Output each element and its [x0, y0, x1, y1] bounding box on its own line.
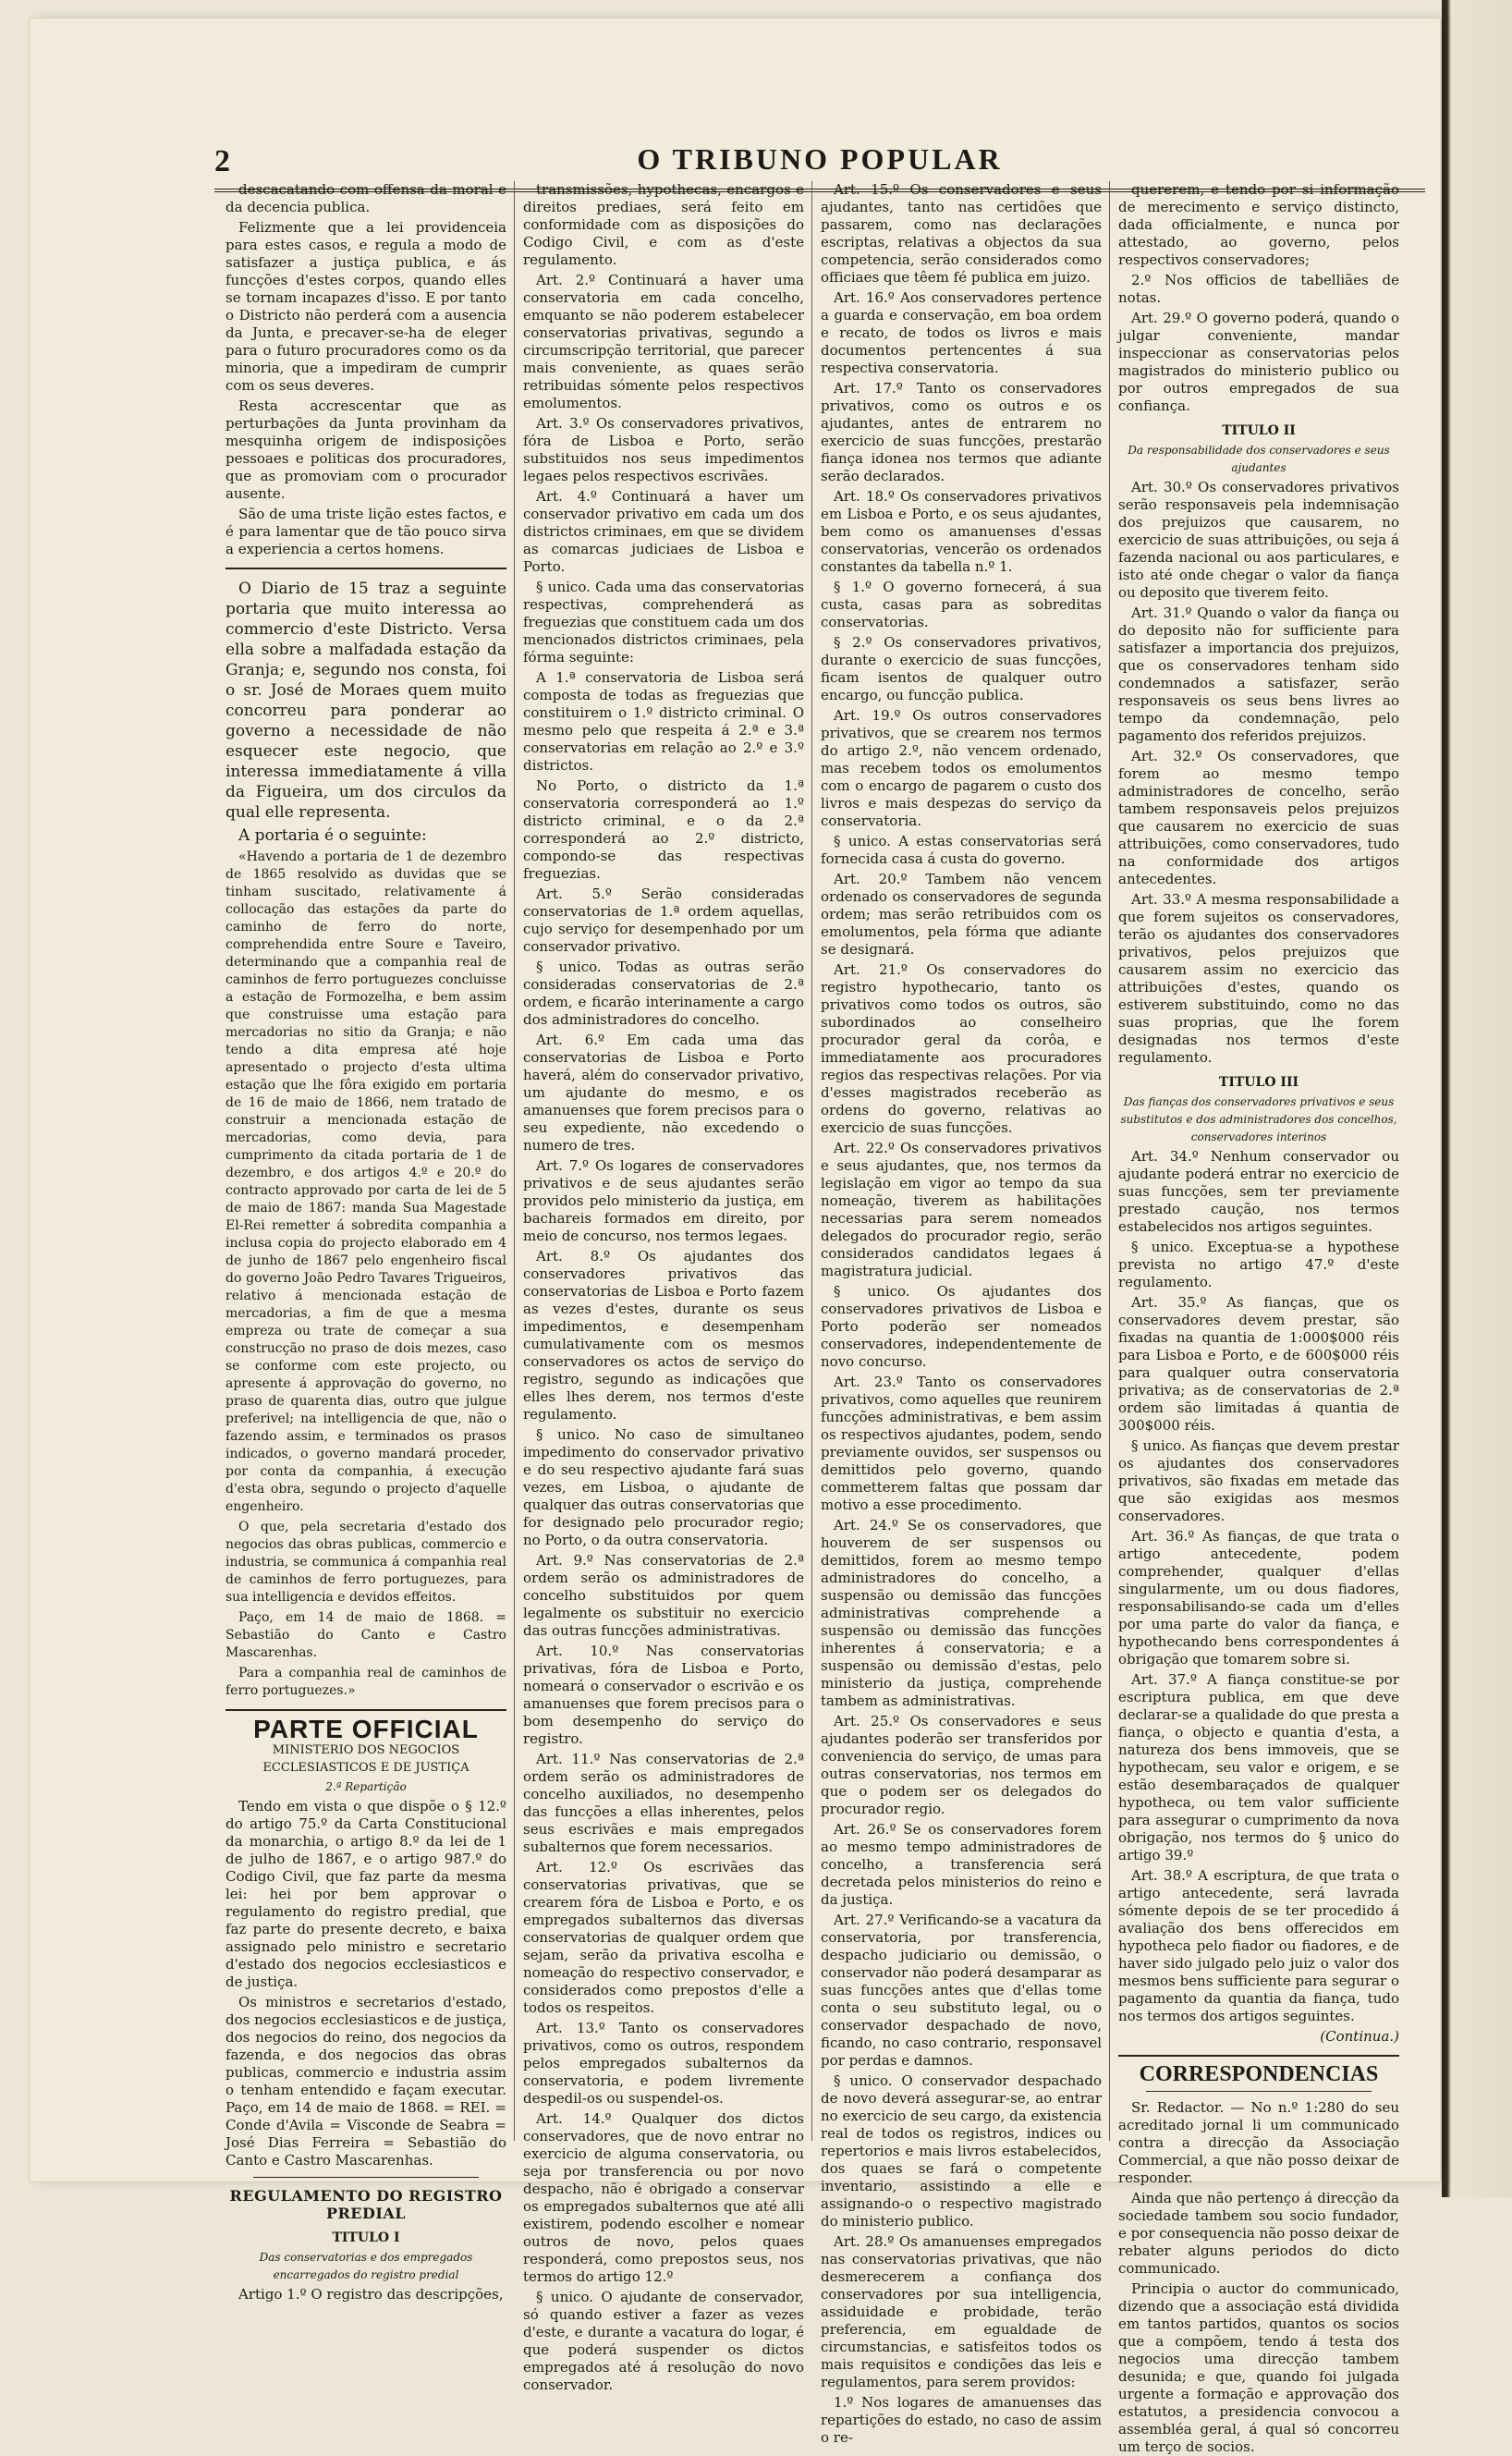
columns — [226, 181, 1399, 2455]
paragraph: § unico. No caso de simultaneo impedimento do conservador privativo e do seu respectivo ajudante fará suas vezes, em Lisboa, o ajudante de qualquer das outras conservatorias que for designado pelo procurador regio; no Porto, o da outra conservatoria. — [523, 1426, 804, 1548]
paragraph: Art. 35.º As fianças, que os conservadores devem prestar, são fixadas na quantia de 1:000$000 réis para Lisboa e Porto, e de 600$000 réis para qualquer outra conservatoria privativa; as de conservatorias de 2.ª ordem são limitadas á quantia de 300$000 réis. — [1118, 1294, 1399, 1434]
paragraph: 1.º Nos logares de amanuenses das repartições do estado, no caso de assim o re- — [821, 2394, 1102, 2446]
paragraph: Paço, em 14 de maio de 1868. = Sebastião do Canto e Castro Mascarenhas. — [226, 1610, 506, 1660]
paragraph: § unico. Os ajudantes dos conservadores privativos de Lisboa e Porto poderão ser nomeados conservadores, independentemente de novo concurso. — [821, 1283, 1102, 1370]
paragraph: Resta accrescentar que as perturbações da Junta provinham da mesquinha origem de indisposições pessoaes e politicas dos procuradores, que as promoviam com o procurador ausente. — [226, 397, 506, 502]
paragraph: descacatando com offensa da moral e da decencia publica. — [226, 181, 506, 215]
column-3 — [821, 181, 1102, 2446]
paragraph: Art. 6.º Em cada uma das conservatorias de Lisboa e Porto haverá, além do conservador privativo, um ajudante do mesmo, e os amanuenses que forem precisos para o seu expediente, não excedendo o numero de tres. — [523, 1032, 804, 1154]
section-divider — [1118, 2055, 1399, 2057]
paragraph: Art. 37.º A fiança constitue-se por escriptura publica, em que deve declarar-se a qualidade do que presta a fiança, o objecto e quantia d'esta, a natureza dos bens immoveis, que se hypothecam, seu valor e origem, e se estão desembaraçados de qualquer hypotheca, ou tem valor sufficiente para assegurar o cumprimento da nova obrigação, nos termos do § unico do artigo 39.º — [1118, 1671, 1399, 1863]
paragraph: quererem, e tendo por si informação de merecimento e serviço distincto, dada officialmente, e nunca por attestado, ao governo, pelos respectivos conservadores; — [1118, 181, 1399, 268]
paragraph: § 2.º Os conservadores privativos, durante o exercicio de suas funcções, ficam isentos de qualquer outro encargo, ou funcção publica. — [821, 634, 1102, 703]
divider — [1146, 2091, 1372, 2092]
paragraph: No Porto, o districto da 1.ª conservatoria corresponderá ao 1.º districto criminal, e o da 2.ª corresponderá ao 2.º districto, compondo-se das respectivas freguezias. — [523, 777, 804, 882]
paragraph: «Havendo a portaria de 1 de dezembro de 1865 resolvido as duvidas que se tinham suscitado, relativamente á collocação das estações da parte do caminho de ferro do norte, comprehendida entre Soure e Taveiro, determinando que a companhia real de caminhos de ferro portuguezes concluisse a estação de Formozelha, e bem assim que construisse uma estação para mercadorias no sitio da Granja; e não tendo a dita empresa até hoje apresentado o projecto d'esta ultima estação que lhe fôra exigido em portaria de 16 de maio de 1866, nem tratado de construir a mencionada estação de mercadorias, como devia, para cumprimento da citada portaria de 1 de dezembro, e dos artigos 4.º e 20.º do contracto approvado por carta de lei de 5 de maio de 1867: manda Sua Magestade El-Rei remetter á sobredita companhia a inclusa copia do projecto elaborado em 4 de junho de 1867 pelo engenheiro fiscal do governo João Pedro Tavares Trigueiros, relativo á mencionada estação de mercadorias, a fim de que a mesma empreza ou trate de começar a sua construcção no praso de dois mezes, caso se conforme com este projecto, ou apresente á approvação do governo, no praso de quarenta dias, outro que julgue preferivel; na intelligencia de que, não o fazendo assim, e terminados os prasos indicados, o governo mandará proceder, por conta da companhia, á execução d'esta obra, segundo o projecto d'aquelle engenheiro. — [226, 849, 506, 1514]
paragraph: § unico. As fianças que devem prestar os ajudantes dos conservadores privativos, são fixadas em metade das que são exigidas aos mesmos conservadores. — [1118, 1437, 1399, 1524]
paragraph: Art. 38.º A escriptura, de que trata o artigo antecedente, será lavrada sómente depois de se ter procedido á avaliação dos bens offerecidos em hypotheca pelo fiador ou fiadores, e de haver sido julgado pelo juiz o valor dos mesmos bens sufficiente para segurar o pagamento da quantia da fiança, tudo nos termos dos artigos seguintes. — [1118, 1867, 1399, 2024]
regulation-heading: REGULAMENTO DO REGISTRO PREDIAL — [229, 2187, 503, 2222]
title-heading: TITULO I — [332, 2230, 400, 2245]
paragraph: A 1.ª conservatoria de Lisboa será composta de todas as freguezias que constituirem o 1.º districto criminal. O mesmo pelo que respeita á 2.ª e 3.ª conservatorias em relação ao 2.º e 3.º districtos. — [523, 669, 804, 774]
title-subheading: Da responsabilidade dos conservadores e seus ajudantes — [1128, 444, 1390, 474]
paragraph: Art. 10.º Nas conservatorias privativas, fóra de Lisboa e Porto, nomeará o conservador o escrivão e os amanuenses que forem precisos para o bom desempenho do serviço do registro. — [523, 1643, 804, 1747]
paragraph: Art. 9.º Nas conservatorias de 2.ª ordem serão os administradores de concelho substituidos por quem legalmente os substituir no exercicio das outras funcções administrativas. — [523, 1552, 804, 1639]
paragraph: Art. 12.º Os escrivães das conservatorias privativas, que se crearem fóra de Lisboa e Porto, e os empregados subalternos das diversas conservatorias de qualquer ordem que sejam, serão da privativa escolha e nomeação do respectivo conservador, e considerados como prepostos d'elle a todos os respeitos. — [523, 1859, 804, 2016]
paragraph: transmissões, hypothecas, encargos e direitos prediaes, será feito em conformidade com as disposições do Codigo Civil, e com as d'este regulamento. — [523, 181, 804, 268]
title-heading: TITULO III — [1218, 1075, 1299, 1090]
paragraph: Art. 36.º As fianças, de que trata o artigo antecedente, podem comprehender, qualquer d'ellas singularmente, um ou dous fiadores, responsabilisando-se cada um d'elles por uma parte do valor da fiança, e hypothecando bens correspondentes á obrigação que tomarem sobre si. — [1118, 1528, 1399, 1668]
paragraph: Art. 33.º A mesma responsabilidade a que forem sujeitos os conservadores, terão os ajudantes dos conservadores privativos, pelos prejuizos que causarem assim no exercicio das attribuições d'estes, quando os estiverem substituindo, como no das suas proprias, que lhe forem designadas nos termos d'este regulamento. — [1118, 891, 1399, 1066]
paragraph: Art. 15.º Os conservadores e seus ajudantes, tanto nas certidões que passarem, como nas declarações escriptas, relativas a objectos da sua competencia, serão considerados como officiaes que têem fé publica em juizo. — [821, 181, 1102, 286]
paragraph: Art. 3.º Os conservadores privativos, fóra de Lisboa e Porto, serão substituidos nos seus impedimentos legaes pelos respectivos escrivães. — [523, 415, 804, 484]
paragraph: Felizmente que a lei providenceia para estes casos, e regula a modo de satisfazer a justiça publica, e ás funcções d'estes corpos, quando elles se tornam incapazes d'isso. E por tanto o Districto não perderá com a ausencia da Junta, e precaver-se-ha de eleger para o futuro procuradores como os da minoria, que a impediram de cumprir com os seus deveres. — [226, 219, 506, 394]
paragraph: 2.º Nos officios de tabelliães de notas. — [1118, 272, 1399, 306]
paragraph: Para a companhia real de caminhos de ferro portuguezes.» — [226, 1666, 506, 1698]
paragraph: Art. 11.º Nas conservatorias de 2.ª ordem serão os administradores de concelho auxiliados, no desempenho das funcções a ellas inherentes, pelos seus escrivães e mais empregados subalternos que forem necessarios. — [523, 1751, 804, 1855]
masthead-title: O TRIBUNO POPULAR — [637, 142, 1003, 176]
paragraph: Art. 23.º Tanto os conservadores privativos, como aquelles que reunirem funcções administrativas, e bem assim os respectivos ajudantes, podem, sendo previamente ouvidos, ser suspensos ou demittidos pelo governo, quando commetterem faltas que possam dar motivo a esse procedimento. — [821, 1374, 1102, 1513]
title-heading: TITULO II — [1222, 423, 1296, 438]
paragraph: Art. 14.º Qualquer dos dictos conservadores, que de novo entrar no exercicio de alguma conservatoria, ou seja por transferencia ou por novo despacho, não é obrigado a conservar os empregados subalternos que até alli existirem, podendo escolher e nomear outros de novo, pelos quaes responderá, como prepostos seus, nos termos do artigo 12.º — [523, 2110, 804, 2285]
paragraph: Art. 19.º Os outros conservadores privativos, que se crearem nos termos do artigo 2.º, não vencem ordenado, mas recebem todos os emolumentos com o encargo de pagarem o custo dos livros e mais despezas do serviço da conservatoria. — [821, 707, 1102, 829]
section-divider — [226, 1709, 506, 1711]
paragraph: Sr. Redactor. — No n.º 1:280 do seu acreditado jornal li um communicado contra a direcção da Associação Commercial, a que não posso deixar de responder. — [1118, 2099, 1399, 2186]
paragraph: Art. 26.º Se os conservadores forem ao mesmo tempo administradores de concelho, a transferencia será decretada pelos ministerios do reino e da justiça. — [821, 1821, 1102, 1908]
paragraph: Ainda que não pertenço á direcção da sociedade tambem sou socio fundador, e por consequencia não posso deixar de rebater alguns periodos do dicto communicado. — [1118, 2190, 1399, 2277]
paragraph: § 1.º O governo fornecerá, á sua custa, casas para as sobreditas conservatorias. — [821, 579, 1102, 630]
paragraph: Art. 2.º Continuará a haver uma conservatoria em cada concelho, emquanto se não poderem estabelecer conservatorias privativas, segundo a circumscripção territorial, que parecer mais conveniente, as quaes serão retribuidas sómente pelos respectivos emolumentos. — [523, 272, 804, 411]
paragraph: Art. 28.º Os amanuenses empregados nas conservatorias privativas, que não desmerecerem a confiança dos conservadores por sua intelligencia, assiduidade e probidade, terão preferencia, em egualdade de circumstancias, e satisfeitos todos os mais requisitos e condições das leis e regulamentos, para serem providos: — [821, 2233, 1102, 2390]
title-subheading: Das conservatorias e dos empregados encarregados do registro predial — [259, 2251, 473, 2281]
paragraph: O que, pela secretaria d'estado dos negocios das obras publicas, commercio e industria, se communica á companhia real de caminhos de ferro portuguezes, para sua intelligencia e devidos effeitos. — [226, 1520, 506, 1605]
paragraph: Art. 13.º Tanto os conservadores privativos, como os outros, respondem pelos empregados subalternos da conservatoria, e podem livremente despedil-os ou suspendel-os. — [523, 2020, 804, 2107]
section-divider — [226, 568, 506, 569]
paragraph: Art. 32.º Os conservadores, que forem ao mesmo tempo administradores de concelho, serão tambem responsaveis pelos prejuizos que causarem no exercicio de suas attribuições, como conservadores, tudo na conformidade dos artigos antecedentes. — [1118, 748, 1399, 887]
paragraph: Art. 18.º Os conservadores privativos em Lisboa e Porto, e os seus ajudantes, bem como os amanuenses d'essas conservatorias, vencerão os ordenados constantes da tabella n.º 1. — [821, 488, 1102, 575]
paragraph: § unico. Exceptua-se a hypothese prevista no artigo 47.º d'este regulamento. — [1118, 1239, 1399, 1290]
paragraph: Tendo em vista o que dispõe o § 12.º do artigo 75.º da Carta Constitucional da monarchia, o artigo 8.º da lei de 1 de julho de 1867, e o artigo 987.º do Codigo Civil, que faz parte da mesma lei: hei por bem approvar o regulamento do registro predial, que faz parte do presente decreto, e baixa assignado pelo ministro e secretario d'estado dos negocios ecclesiasticos e de justiça. — [226, 1798, 506, 1990]
paragraph: Art. 16.º Aos conservadores pertence a guarda e conservação, em boa ordem e recato, de todos os livros e mais documentos pertencentes á sua respectiva conservatoria. — [821, 289, 1102, 376]
paragraph: A portaria é o seguinte: — [238, 826, 427, 845]
paragraph: Art. 30.º Os conservadores privativos serão responsaveis pela indemnisação dos prejuizos que causarem, no exercicio de suas attribuições, ou seja á fazenda nacional ou aos particulares, e isto até onde chegar o valor da fiança ou deposito que tiverem feito. — [1118, 479, 1399, 601]
paragraph: Art. 27.º Verificando-se a vacatura da conservatoria, por transferencia, despacho judiciario ou demissão, o conservador não poderá desamparar as suas funcções antes que d'ellas tome conta o seu substituto legal, ou o conservador despachado de novo, ficando, no caso contrario, responsavel por perdas e damnos. — [821, 1912, 1102, 2069]
adjacent-page-edge — [1442, 0, 1512, 2197]
section-heading: CORRESPONDENCIAS — [1139, 2062, 1379, 2086]
paragraph: § unico. Cada uma das conservatorias respectivas, comprehenderá as freguezias que constituem cada um dos mencionados districtos criminaes, pela fórma seguinte: — [523, 579, 804, 666]
paragraph: Art. 17.º Tanto os conservadores privativos, como os outros e os ajudantes, antes de entrarem no exercicio de suas funcções, prestarão fiança idonea nos termos que adiante serão declarados. — [821, 380, 1102, 484]
paragraph: Artigo 1.º O registro das descripções, — [238, 2286, 504, 2303]
column-4 — [1118, 181, 1399, 2455]
paragraph: Art. 5.º Serão consideradas conservatorias de 1.ª ordem aquellas, cujo serviço for desempenhado por um conservador privativo. — [523, 886, 804, 955]
paragraph: Art. 31.º Quando o valor da fiança ou do deposito não for sufficiente para satisfazer a importancia dos prejuizos, que os conservadores tenham sido condemnados a satisfazer, serão responsaveis os seus bens livres ao tempo da condemnação, pelo pagamento dos referidos prejuizos. — [1118, 605, 1399, 744]
section-heading: PARTE OFFICIAL — [253, 1715, 479, 1743]
paragraph: O Diario de 15 traz a seguinte portaria que muito interessa ao commercio d'este Districto. Versa ella sobre a malfadada estação da Granja; e, segundo nos consta, foi o sr. José de Moraes quem muito concorreu para ponderar ao governo a necessidade de não esquecer este negocio, que interessa immediatamente á villa da Figueira, um dos circulos da qual elle representa. — [226, 580, 506, 822]
paragraph: Principia o auctor do communicado, dizendo que a associação está dividida em tantos partidos, quantos os socios que a compõem, tendo á testa dos negocios uma direcção tambem desunida; e que, quando foi julgada urgente a formação e approvação dos estatutos, a presidencia convocou a assembléa geral, á qual só concorreu um terço de socios. — [1118, 2280, 1399, 2455]
paragraph: São de uma triste lição estes factos, e é para lamentar que de tão pouco sirva a experiencia a certos homens. — [226, 506, 506, 557]
paragraph: Art. 24.º Se os conservadores, que houverem de ser suspensos ou demittidos, forem ao mesmo tempo administradores do concelho, a suspensão ou demissão das funcções administrativas comprehende a suspensão ou demissão das funcções inherentes á conservatoria; e a suspensão ou demissão d'estas, pelo ministerio da justiça, comprehende tambem as administrativas. — [821, 1517, 1102, 1709]
paragraph: Art. 20.º Tambem não vencem ordenado os conservadores de segunda ordem; mas serão retribuidos com os emolumentos, pela fórma que adiante se designará. — [821, 871, 1102, 958]
page-number: 2 — [214, 144, 230, 178]
paragraph: Art. 21.º Os conservadores do registro hypothecario, tanto os privativos como todos os outros, são subordinados ao conselheiro procurador geral da corôa, e immediatamente aos procuradores regios das respectivas relações. Por via d'esses magistrados receberão as ordens do governo, relativas ao exercicio de suas funcções. — [821, 961, 1102, 1136]
paragraph: Art. 4.º Continuará a haver um conservador privativo em cada um dos districtos criminaes, em que se dividem as comarcas judiciaes de Lisboa e Porto. — [523, 488, 804, 575]
repartition-heading: 2.ª Repartição — [325, 1780, 407, 1793]
paragraph: Os ministros e secretarios d'estado, dos negocios ecclesiasticos e de justiça, dos negocios do reino, dos negocios da fazenda, e dos negocios das obras publicas, commercio e industria assim o tenham entendido e façam executar. Paço, em 14 de maio de 1868. = REI. = Conde d'Avila = Visconde de Seabra = José Dias Ferreira = Sebastião do Canto e Castro Mascarenhas. — [226, 1994, 507, 2169]
paragraph: Art. 29.º O governo poderá, quando o julgar conveniente, mandar inspeccionar as conservatorias pelos magistrados do ministerio publico ou por outros empregados de sua confiança. — [1118, 310, 1399, 414]
continued-note: (Continua.) — [1320, 2028, 1399, 2045]
portaria-quote — [226, 849, 506, 1700]
paragraph: § unico. O conservador despachado de novo deverá assegurar-se, ao entrar no exercicio de seu cargo, da existencia real de todos os registros, indices ou repertorios e mais livros estabelecidos, dos quaes se fará o competente inventario, assistindo a elle e assignando-o o respectivo magistrado do ministerio publico. — [821, 2072, 1102, 2230]
ministry-heading: MINISTERIO DOS NEGOCIOS ECCLESIASTICOS E DE JUSTIÇA — [262, 1743, 469, 1775]
paragraph: § unico. A estas conservatorias será fornecida casa á custa do governo. — [821, 833, 1102, 867]
column-1 — [226, 181, 507, 2303]
paragraph: Art. 34.º Nenhum conservador ou ajudante poderá entrar no exercicio de suas funcções, sem ter previamente prestado caução, nos termos estabelecidos nos artigos seguintes. — [1118, 1148, 1399, 1235]
paragraph: § unico. O ajudante de conservador, só quando estiver a fazer as vezes d'este, e durante a vacatura do logar, é que poderá suspender os dictos empregados até á resolução do novo conservador. — [523, 2289, 804, 2393]
paragraph: § unico. Todas as outras serão consideradas conservatorias de 2.ª ordem, e ficarão interinamente a cargo dos administradores do concelho. — [523, 959, 804, 1028]
paragraph: Art. 25.º Os conservadores e seus ajudantes poderão ser transferidos por conveniencia do serviço, de umas para outras conservatorias, nos termos em que o podem ser os delegados do procurador regio. — [821, 1713, 1102, 1817]
paragraph: Art. 8.º Os ajudantes dos conservadores privativos das conservatorias de Lisboa e Porto fazem as vezes d'estes, durante os seus impedimentos, e desempenham cumulativamente com os mesmos conservadores os actos de serviço do registro, segundo as indicações que elles lhes derem, nos termos d'este regulamento. — [523, 1248, 804, 1423]
paragraph: Art. 7.º Os logares de conservadores privativos e de seus ajudantes serão providos pelo ministerio da justiça, em bachareis formados em direito, por meio de concurso, nos termos legaes. — [523, 1157, 804, 1244]
title-subheading: Das fianças dos conservadores privativos e seus substitutos e dos administradores dos concelhos, conservadores interinos — [1120, 1095, 1397, 1143]
divider — [253, 2177, 479, 2178]
paragraph: Art. 22.º Os conservadores privativos e seus ajudantes, que, nos termos da legislação em vigor ao tempo da sua nomeação, tiverem as habilitações necessarias para serem nomeados delegados do procurador regio, serão considerados candidatos legaes á magistratura judicial. — [821, 1140, 1102, 1279]
column-2 — [523, 181, 804, 2393]
